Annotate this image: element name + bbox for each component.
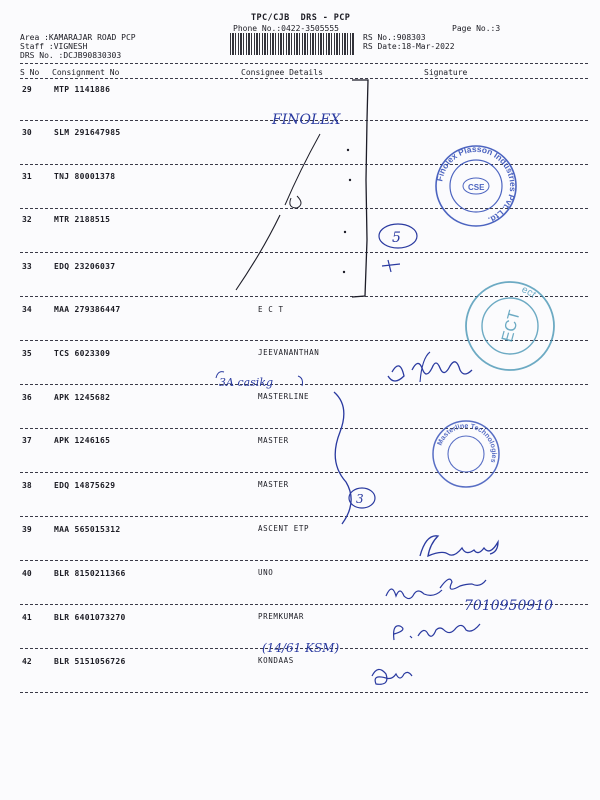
row-consignment: TNJ 80001378 bbox=[54, 172, 116, 181]
tech-stamp bbox=[433, 421, 499, 487]
row-divider bbox=[20, 252, 588, 253]
header-divider bbox=[20, 63, 588, 64]
bracket-rows-36-38 bbox=[334, 392, 351, 524]
row-consignee: ASCENT ETP bbox=[258, 524, 310, 533]
ect-stamp-ring-text: ect bbox=[520, 284, 538, 301]
signature-row-35 bbox=[388, 362, 472, 381]
handwritten-phone-number: 7010950910 bbox=[464, 598, 554, 614]
row-consignee: MASTER bbox=[258, 480, 289, 489]
row-sno: 39 bbox=[22, 525, 32, 534]
row-divider bbox=[20, 516, 588, 517]
row-sno: 34 bbox=[22, 305, 32, 314]
signature-scribble bbox=[285, 134, 320, 205]
row-consignment: APK 1246165 bbox=[54, 436, 111, 445]
page-number: Page No.:3 bbox=[452, 24, 501, 33]
circled-three-label: 3 bbox=[356, 492, 364, 506]
row-divider bbox=[20, 340, 588, 341]
row-sno: 42 bbox=[22, 657, 32, 666]
bracket-line bbox=[352, 80, 368, 297]
row-sno: 33 bbox=[22, 262, 32, 271]
signature-scribble bbox=[290, 196, 301, 208]
row-divider bbox=[20, 164, 588, 165]
ink-dot bbox=[347, 149, 349, 151]
signature-row-40 bbox=[386, 579, 486, 598]
row-divider bbox=[20, 384, 588, 385]
finolex-stamp bbox=[434, 144, 518, 226]
circled-three bbox=[349, 488, 375, 508]
row-sno: 35 bbox=[22, 349, 32, 358]
ect-stamp-center: ECT bbox=[499, 308, 524, 345]
row-consignee: PREMKUMAR bbox=[258, 612, 305, 621]
ink-dot bbox=[349, 179, 351, 181]
row-divider bbox=[20, 648, 588, 649]
row-sno: 30 bbox=[22, 128, 32, 137]
row-divider bbox=[20, 120, 588, 121]
tick-mark bbox=[382, 260, 400, 272]
row-consignment: MAA 565015312 bbox=[54, 525, 121, 534]
row-consignee: E C T bbox=[258, 305, 284, 314]
row-consignment: BLR 5151056726 bbox=[54, 657, 126, 666]
row-sno: 36 bbox=[22, 393, 32, 402]
signature-row-39 bbox=[420, 536, 498, 556]
row-consignment: APK 1245682 bbox=[54, 393, 111, 402]
row-divider bbox=[20, 560, 588, 561]
row-consignment: MAA 279386447 bbox=[54, 305, 121, 314]
row-consignment: BLR 8150211366 bbox=[54, 569, 126, 578]
column-header-divider bbox=[20, 78, 588, 79]
rs-date: RS Date:18-Mar-2022 bbox=[363, 42, 455, 51]
row-consignment: MTR 2188515 bbox=[54, 215, 111, 224]
row-divider bbox=[20, 604, 588, 605]
row-consignee: KONDAAS bbox=[258, 656, 294, 665]
barcode bbox=[230, 33, 355, 55]
staff-field: Staff :VIGNESH bbox=[20, 42, 88, 51]
row-consignee: MASTER bbox=[258, 436, 289, 445]
circled-five bbox=[379, 224, 417, 248]
row-consignment: MTP 1141886 bbox=[54, 85, 111, 94]
row-consignee: MASTERLINE bbox=[258, 392, 310, 401]
handwritten-ksm-note: (14/61 KSM) bbox=[262, 641, 340, 655]
row-divider bbox=[20, 428, 588, 429]
column-header-consignee: Consignee Details bbox=[241, 68, 323, 77]
signature-row-42 bbox=[372, 669, 412, 684]
row-divider bbox=[20, 296, 588, 297]
row-consignment: TCS 6023309 bbox=[54, 349, 111, 358]
row-divider bbox=[20, 208, 588, 209]
ink-dot bbox=[343, 271, 345, 273]
area-field: Area :KAMARAJAR ROAD PCP bbox=[20, 33, 136, 42]
circled-five-label: 5 bbox=[392, 230, 401, 246]
handwritten-3a-casikg: 3A casikg bbox=[219, 376, 274, 389]
row-sno: 40 bbox=[22, 569, 32, 578]
row-consignee: UNO bbox=[258, 568, 274, 577]
row-divider bbox=[20, 692, 588, 693]
signature-row-41 bbox=[394, 624, 480, 640]
row-divider bbox=[20, 472, 588, 473]
row-sno: 38 bbox=[22, 481, 32, 490]
phone-number: Phone No.:0422-3505555 bbox=[233, 24, 339, 33]
row-sno: 31 bbox=[22, 172, 32, 181]
row-sno: 37 bbox=[22, 436, 32, 445]
row-sno: 29 bbox=[22, 85, 32, 94]
row-consignment: SLM 291647985 bbox=[54, 128, 121, 137]
rs-number: RS No.:908303 bbox=[363, 33, 426, 42]
column-header-sno: S No bbox=[20, 68, 40, 77]
sheet-title: TPC/CJB DRS - PCP bbox=[251, 13, 351, 23]
row-sno: 41 bbox=[22, 613, 32, 622]
handwritten-finolex: FINOLEX bbox=[272, 112, 341, 128]
tech-stamp-ring-text: Masterline Technologies bbox=[436, 422, 498, 464]
finolex-stamp-ring-text: Finolex Plasson Industries Pvt. Ltd. bbox=[434, 143, 519, 226]
ink-dot bbox=[344, 231, 346, 233]
row-sno: 32 bbox=[22, 215, 32, 224]
row-consignee: JEEVANANTHAN bbox=[258, 348, 320, 357]
column-header-signature: Signature bbox=[424, 68, 468, 77]
drs-number: DRS No. :DCJB90830303 bbox=[20, 51, 122, 60]
row-consignment: EDQ 14875629 bbox=[54, 481, 116, 490]
column-header-consignment: Consignment No bbox=[52, 68, 120, 77]
finolex-stamp-center: CSE bbox=[468, 183, 485, 192]
row-consignment: BLR 6401073270 bbox=[54, 613, 126, 622]
row-consignment: EDQ 23206037 bbox=[54, 262, 116, 271]
